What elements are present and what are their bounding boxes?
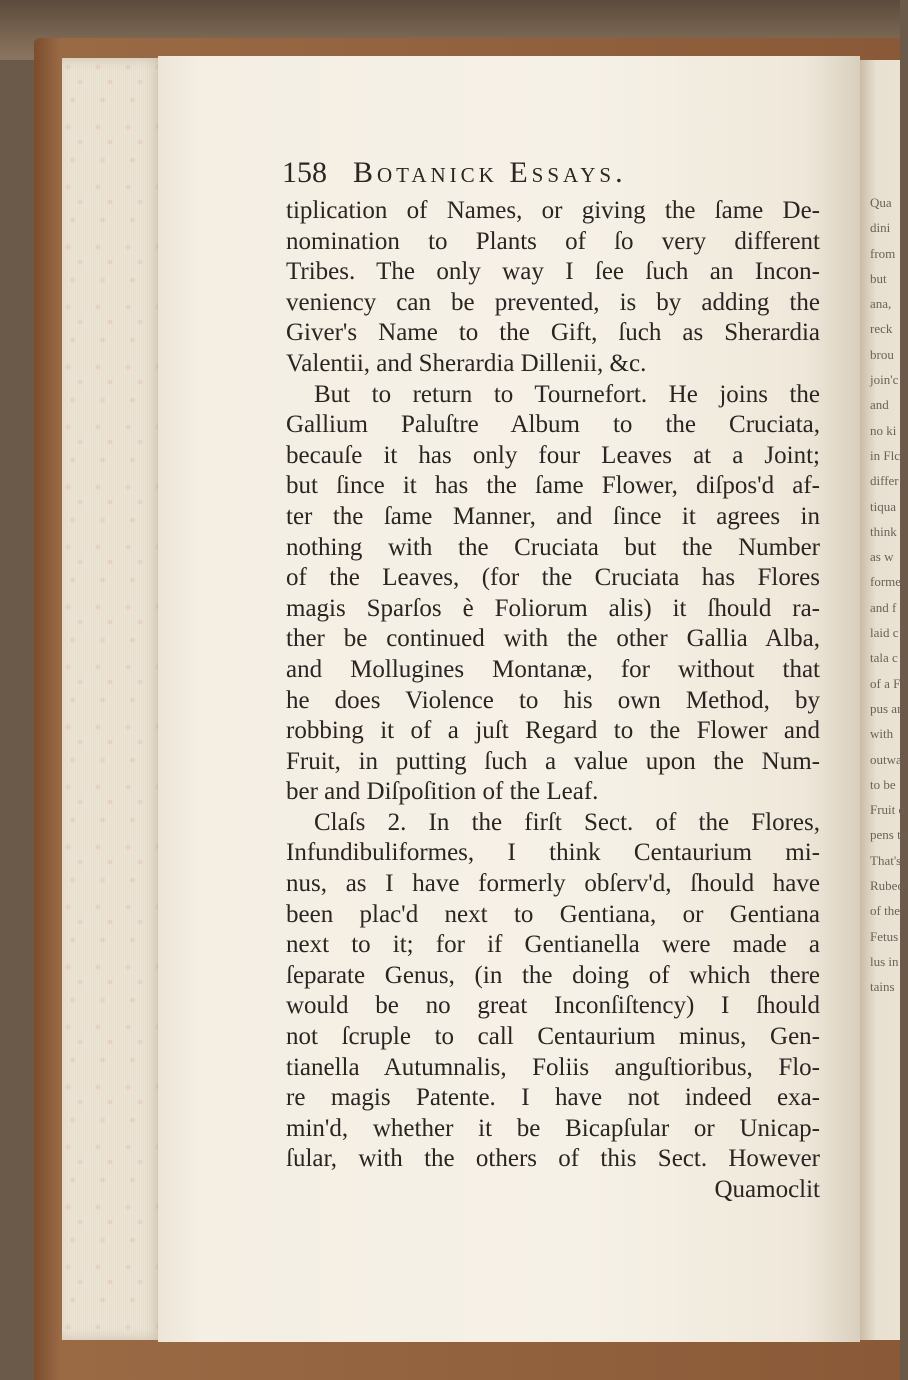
text-line: tiplication of Names, or giving the ſame De-	[286, 197, 820, 224]
next-page-fragment: outwa	[870, 751, 902, 767]
next-page-fragment: in Flc	[870, 447, 900, 463]
next-page-fragment: no ki	[870, 422, 897, 438]
body-text	[286, 196, 820, 1206]
text-line: nomination to Plants of ſo very different	[286, 227, 820, 255]
next-page-fragment: tiqua	[870, 498, 896, 514]
next-page-fragment: think	[870, 523, 897, 539]
text-line: been plac'd next to Gentiana, or Gentiana	[286, 900, 820, 928]
text-line: not ſcruple to call Centaurium minus, Gen-	[286, 1023, 820, 1051]
text-line: and Mollugines Montanæ, for without that	[286, 655, 820, 683]
next-page-fragment: and f	[870, 599, 897, 615]
text-line: would be no great Inconſiſtency) I ſhould	[286, 992, 820, 1020]
next-page-fragment: with	[870, 726, 894, 742]
text-line: Giver's Name to the Gift, ſuch as Sherardia	[286, 319, 820, 347]
text-line: next to it; for if Gentianella were made a	[286, 931, 820, 959]
next-page-fragment: to be	[870, 776, 896, 792]
next-page-fragment: Qua	[870, 195, 892, 210]
text-line: but ſince it has the ſame Flower, diſpos'd af-	[286, 472, 820, 500]
next-page-fragment: Fruit o	[870, 802, 906, 818]
next-page-fragment: tala c	[870, 650, 898, 666]
next-page-fragment: as w	[870, 549, 894, 565]
next-page-fragment: of the	[870, 903, 900, 919]
next-page-fragment: differ	[870, 473, 899, 489]
text-line: But to return to Tournefort. He joins the	[314, 380, 820, 408]
text-line: ber and Diſpoſition of the Leaf.	[286, 778, 599, 806]
text-line: ſular, with the others of this Sect. However	[286, 1145, 820, 1173]
next-page-fragment: forme	[870, 574, 902, 590]
text-line: robbing it of a juſt Regard to the Flower and	[286, 717, 820, 745]
next-page-fragment: Fetus	[870, 928, 899, 944]
text-line: Valentii, and Sherardia Dillenii, &c.	[286, 349, 647, 377]
next-page-fragment: and	[870, 397, 889, 413]
text-line: nothing with the Cruciata but the Number	[286, 533, 820, 561]
next-page-fragment: lus in	[870, 953, 899, 969]
page-number: 158	[282, 156, 327, 189]
text-line: ter the ſame Manner, and ſince it agrees in	[286, 502, 820, 530]
next-page-fragment: ana,	[870, 296, 892, 312]
catchword: Quamoclit	[714, 1176, 820, 1203]
next-page-fragment: pens to	[870, 827, 908, 843]
running-head	[282, 156, 732, 196]
text-line: becauſe it has only four Leaves at a Joint;	[286, 441, 820, 469]
text-line: ther be continued with the other Gallia Alba,	[286, 625, 820, 653]
text-line: Infundibuliformes, I think Centaurium mi-	[286, 839, 820, 867]
text-line: Claſs 2. In the firſt Sect. of the Flores,	[314, 808, 820, 836]
text-line: magis Sparſos è Foliorum alis) it ſhould ra-	[286, 594, 820, 622]
next-page-fragment: reck	[870, 321, 893, 337]
next-page-fragment: laid c	[870, 625, 899, 641]
text-line: he does Violence to his own Method, by	[286, 686, 820, 714]
running-title: Botanick Essays.	[353, 156, 627, 189]
text-line: veniency can be prevented, is by adding the	[286, 288, 820, 316]
next-page-fragment: That's	[870, 852, 902, 868]
next-page-fragment: but	[870, 270, 887, 286]
text-line: min'd, whether it be Bicapſular or Unicap-	[286, 1114, 820, 1142]
page-edges	[62, 58, 162, 1340]
next-page-fragment: brou	[870, 346, 894, 362]
text-line: Gallium Paluſtre Album to the Cruciata,	[286, 411, 820, 439]
text-line: Tribes. The only way I ſee ſuch an Incon-	[286, 258, 820, 286]
next-page-fragment: tains	[870, 979, 895, 995]
next-page-fragment: dini	[870, 220, 891, 236]
text-line: of the Leaves, (for the Cruciata has Flores	[286, 564, 820, 592]
next-page-fragment: pus ar	[870, 700, 902, 716]
next-page-fragment: join'c	[870, 372, 899, 388]
text-line: nus, as I have formerly obſerv'd, ſhould have	[286, 870, 820, 898]
text-line: Fruit, in putting ſuch a value upon the Num-	[286, 747, 820, 775]
text-line: re magis Patente. I have not indeed exa-	[286, 1084, 820, 1112]
text-line: tianella Autumnalis, Foliis anguſtioribus, Flo-	[286, 1053, 820, 1081]
next-page-text	[870, 190, 908, 1000]
next-page-fragment: Rubeol	[870, 878, 908, 894]
text-line: ſeparate Genus, (in the doing of which there	[286, 961, 820, 989]
next-page-fragment: from	[870, 245, 896, 261]
next-page-fragment: of a F	[870, 675, 901, 691]
